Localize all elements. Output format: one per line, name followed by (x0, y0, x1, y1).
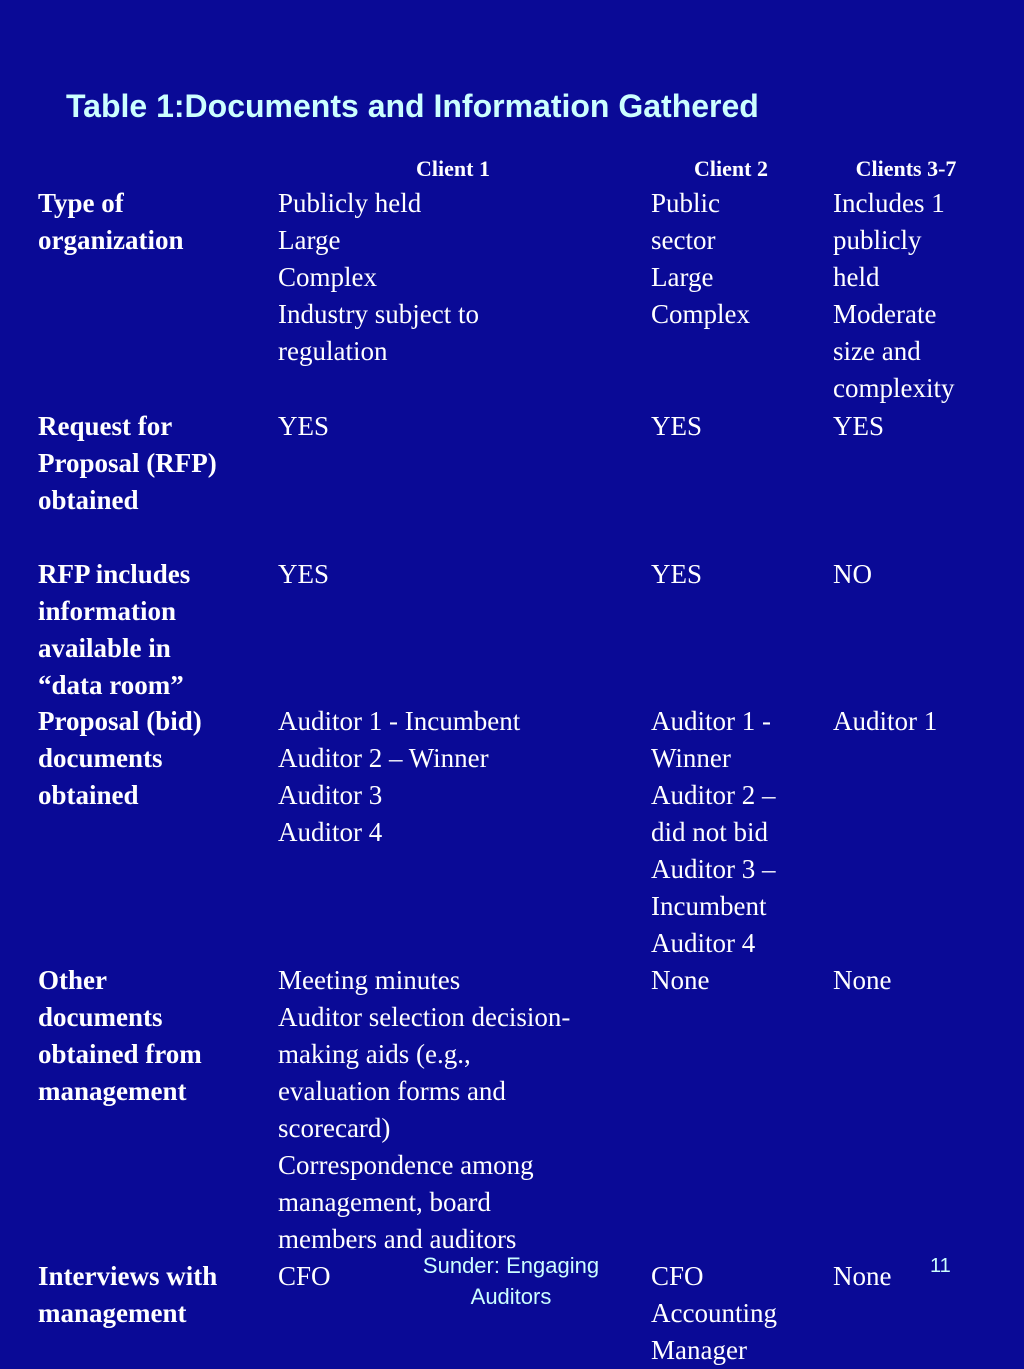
cell-client-1-line: Auditor 3 (278, 780, 383, 810)
row-label-line: “data room” (38, 670, 184, 700)
cell-client-1-line: Complex (278, 262, 377, 292)
row-label-line: Proposal (RFP) (38, 448, 217, 478)
cell-clients-3-7-line: Includes 1 (833, 188, 945, 218)
cell-clients-3-7 (833, 1258, 891, 1295)
cell-client-1-line: Large (278, 225, 341, 255)
cell-clients-3-7 (833, 962, 891, 999)
row-label-line: management (38, 1076, 187, 1106)
cell-client-2 (651, 556, 702, 593)
cell-client-2 (651, 703, 776, 962)
cell-client-1-line: regulation (278, 336, 388, 366)
cell-client-2-line: YES (651, 411, 703, 441)
row-label-line: available in (38, 633, 171, 663)
cell-client-1-line: scorecard) (278, 1113, 391, 1143)
row-label-line: management (38, 1298, 187, 1328)
row-label-line: obtained (38, 780, 139, 810)
column-header-client-2: Client 2 (694, 156, 768, 181)
column-header-client-1: Client 1 (416, 156, 490, 181)
row-label-line: organization (38, 225, 184, 255)
cell-client-2-line: Winner (651, 743, 731, 773)
cell-client-1-line: management, board (278, 1187, 491, 1217)
row-label-line: documents (38, 1002, 163, 1032)
row-label (38, 962, 202, 1110)
cell-client-1-line: YES (278, 559, 330, 589)
cell-client-2-line: Incumbent (651, 891, 767, 921)
row-label-line: Request for (38, 411, 173, 441)
cell-client-2-line: did not bid (651, 817, 769, 847)
row-label (38, 1258, 217, 1332)
cell-client-1-line: Industry subject to (278, 299, 479, 329)
cell-client-1-line: Auditor 2 – Winner (278, 743, 489, 773)
page-number: 11 (930, 1255, 951, 1277)
cell-clients-3-7-line: held (833, 262, 880, 292)
cell-client-1-line: making aids (e.g., (278, 1039, 471, 1069)
row-label (38, 185, 184, 259)
cell-client-1-line: Meeting minutes (278, 965, 461, 995)
footer-line-2: Auditors (470, 1284, 552, 1309)
cell-clients-3-7 (833, 703, 937, 740)
slide-footer (400, 1250, 622, 1312)
cell-clients-3-7-line: size and (833, 336, 921, 366)
cell-clients-3-7-line: NO (833, 559, 872, 589)
cell-client-1 (278, 962, 570, 1258)
cell-client-2-line: Complex (651, 299, 750, 329)
cell-client-1-line: members and auditors (278, 1224, 517, 1254)
cell-client-2-line: Large (651, 262, 714, 292)
row-label-line: information (38, 596, 176, 626)
slide-title: Table 1:Documents and Information Gathered (66, 88, 759, 124)
cell-clients-3-7-line: complexity (833, 373, 955, 403)
cell-client-1 (278, 556, 329, 593)
cell-client-2 (651, 1258, 777, 1369)
cell-client-2-line: Manager (651, 1335, 747, 1365)
cell-client-2-line: Auditor 4 (651, 928, 756, 958)
cell-client-1-line: Auditor selection decision- (278, 1002, 571, 1032)
row-label-line: documents (38, 743, 163, 773)
cell-clients-3-7-line: Moderate (833, 299, 937, 329)
row-label (38, 408, 217, 519)
cell-clients-3-7-line: None (833, 1261, 892, 1291)
cell-client-1 (278, 185, 479, 370)
cell-client-1-line: CFO (278, 1261, 331, 1291)
cell-client-2 (651, 408, 702, 445)
column-header-clients-3-7: Clients 3-7 (855, 156, 957, 181)
row-label-line: Proposal (bid) (38, 706, 202, 736)
cell-client-1-line: evaluation forms and (278, 1076, 506, 1106)
cell-client-1-line: YES (278, 411, 330, 441)
cell-client-2-line: Auditor 3 – (651, 854, 776, 884)
cell-client-2-line: Accounting (651, 1298, 777, 1328)
row-label-line: Type of (38, 188, 124, 218)
cell-client-1 (278, 703, 520, 851)
cell-clients-3-7-line: YES (833, 411, 885, 441)
cell-client-2-line: YES (651, 559, 703, 589)
cell-clients-3-7-line: None (833, 965, 892, 995)
cell-client-2-line: Auditor 2 – (651, 780, 776, 810)
cell-client-1-line: Correspondence among (278, 1150, 534, 1180)
row-label-line: obtained (38, 485, 139, 515)
cell-client-1-line: Auditor 4 (278, 817, 383, 847)
cell-client-1-line: Auditor 1 - Incumbent (278, 706, 521, 736)
cell-client-1-line: Publicly held (278, 188, 422, 218)
cell-clients-3-7-line: Auditor 1 (833, 706, 938, 736)
footer-line-1: Sunder: Engaging (422, 1253, 600, 1278)
row-label-line: Other (38, 965, 107, 995)
cell-clients-3-7-line: publicly (833, 225, 922, 255)
cell-client-2 (651, 962, 709, 999)
row-label-line: obtained from (38, 1039, 202, 1069)
cell-client-2 (651, 185, 750, 333)
cell-client-2-line: CFO (651, 1261, 704, 1291)
cell-client-2-line: None (651, 965, 710, 995)
row-label-line: Interviews with (38, 1261, 218, 1291)
cell-client-1 (278, 408, 329, 445)
cell-clients-3-7 (833, 408, 884, 445)
cell-client-1 (278, 1258, 331, 1295)
row-label-line: RFP includes (38, 559, 191, 589)
cell-clients-3-7 (833, 185, 954, 407)
cell-clients-3-7 (833, 556, 872, 593)
cell-client-2-line: Public (651, 188, 721, 218)
cell-client-2-line: sector (651, 225, 716, 255)
row-label (38, 703, 202, 814)
cell-client-2-line: Auditor 1 - (651, 706, 771, 736)
row-label (38, 556, 190, 704)
